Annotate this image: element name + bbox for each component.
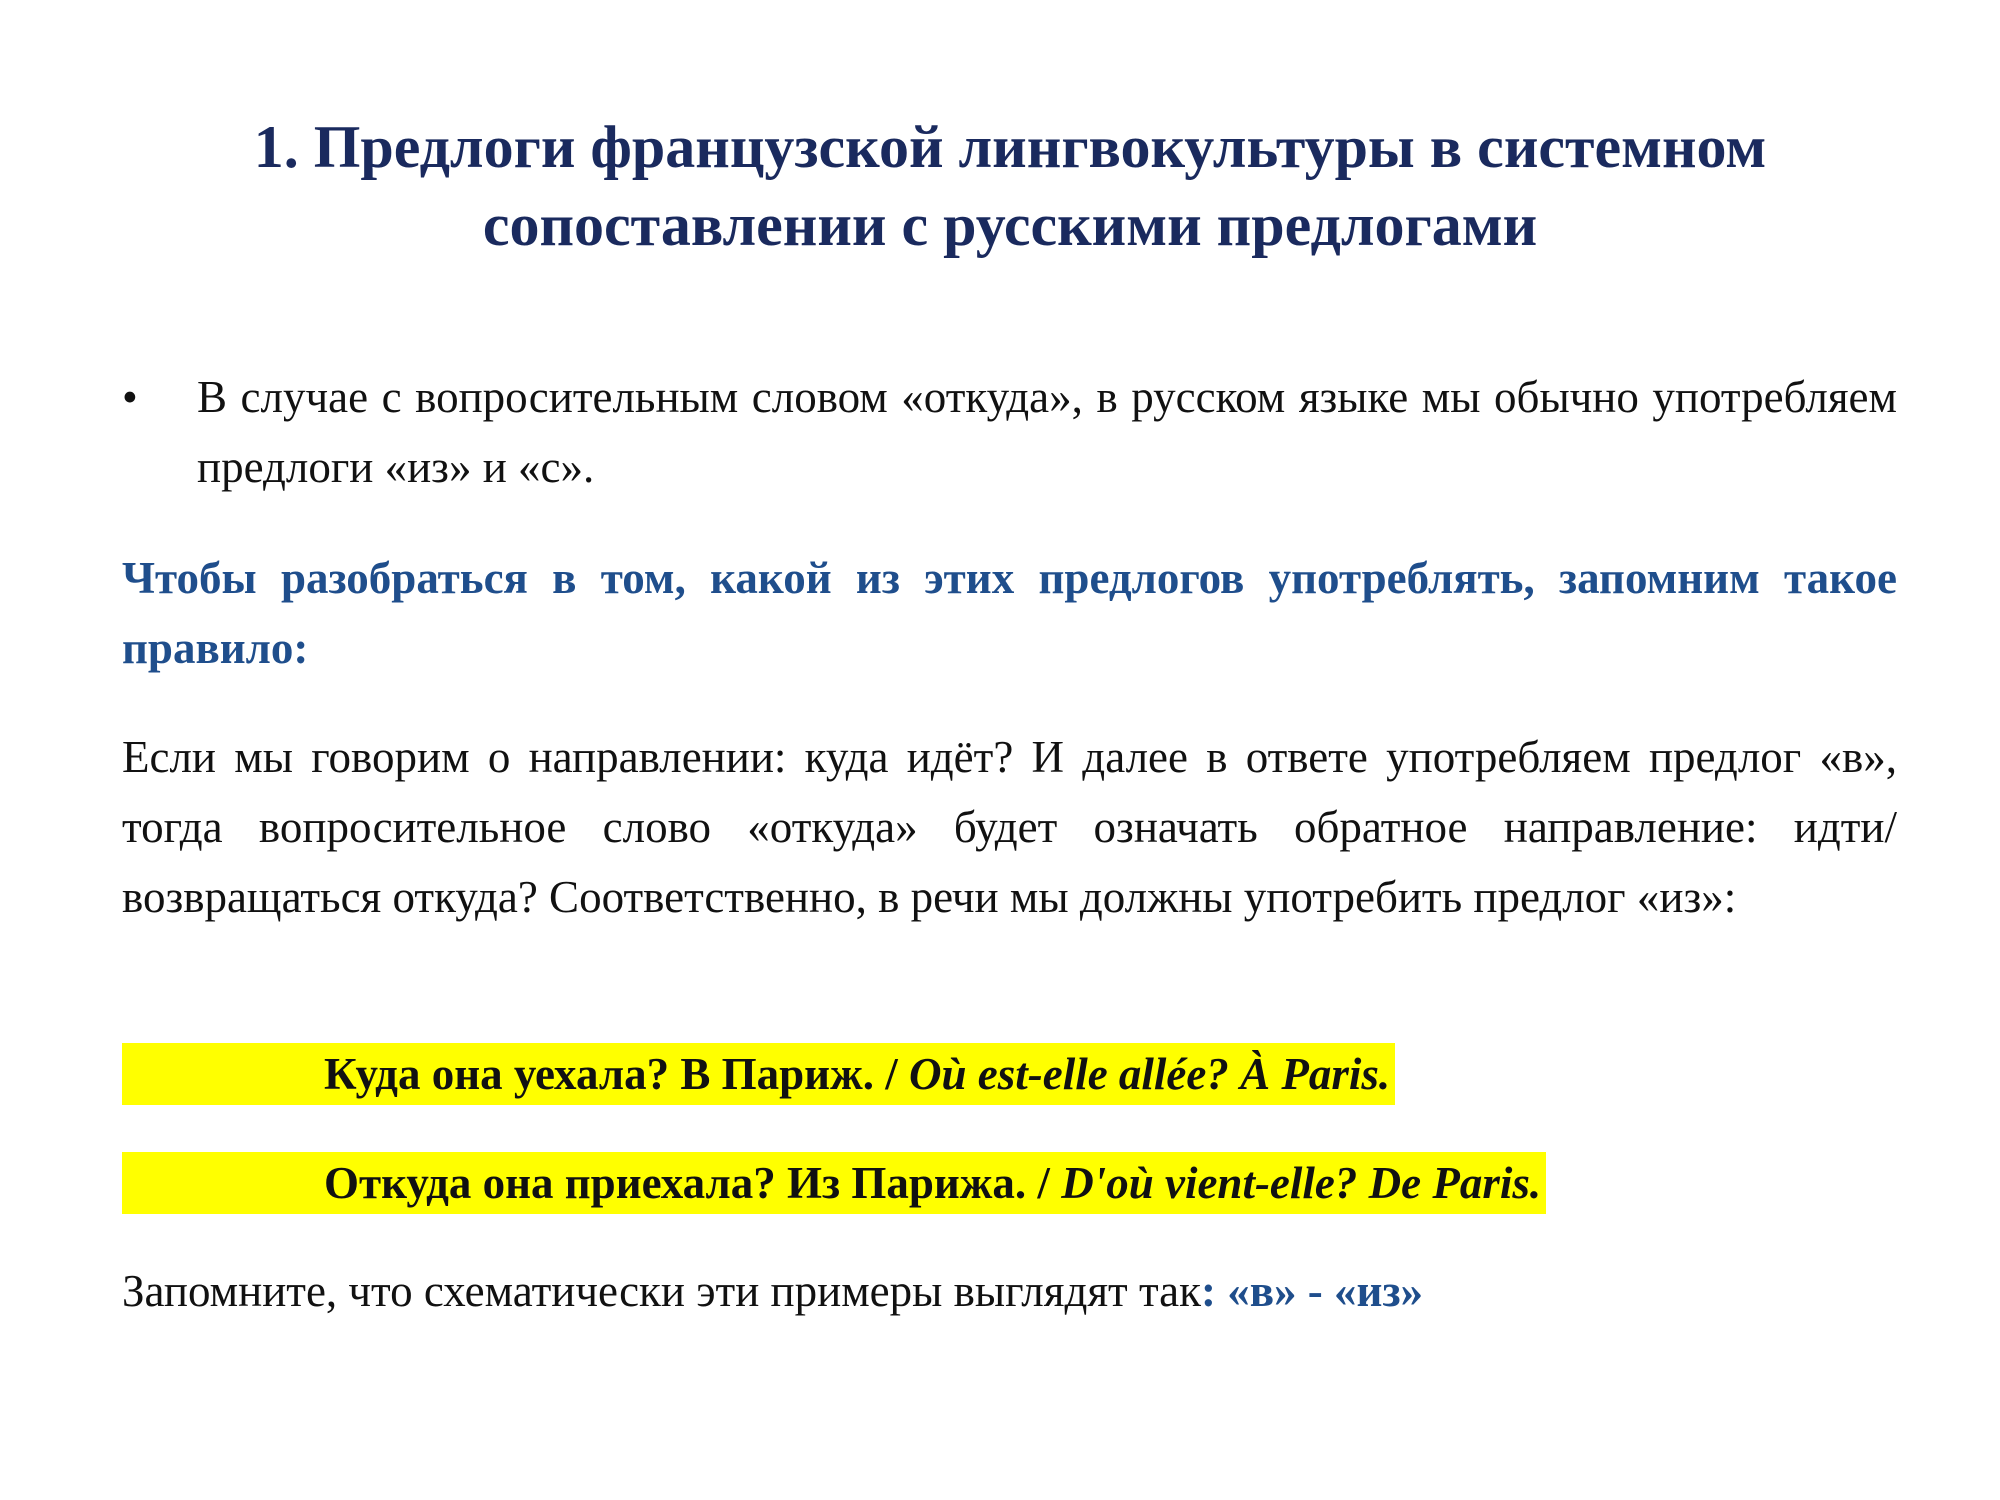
- summary-line: [122, 1256, 1897, 1326]
- summary-scheme: : «в» - «из»: [1201, 1266, 1424, 1316]
- example-highlight-2: [122, 1152, 1546, 1214]
- bullet-marker: •: [122, 372, 138, 422]
- slide-title-line-2: сопоставлении с русскими предлогами: [482, 192, 1538, 258]
- summary-text: Запомните, что схематически эти примеры выглядят так: [122, 1266, 1202, 1316]
- example-2-french: D'où vient-elle? De Paris.: [1061, 1158, 1542, 1208]
- example-1-french: Où est-elle allée? À Paris.: [908, 1049, 1391, 1099]
- bullet-text: В случае с вопросительным словом «откуда», в русском языке мы обычно употребляем предлоги «из» и «с».: [197, 372, 1897, 492]
- rule-heading: Чтобы разобраться в том, какой из этих предлогов употреблять, запомним такое правило:: [122, 553, 1897, 673]
- example-2-russian: Откуда она приехала? Из Парижа. /: [324, 1158, 1062, 1208]
- explanation-paragraph: Если мы говорим о направлении: куда идёт? И далее в ответе употребляем предлог «в», тогда вопросительное слово «откуда» будет означать обратное направление: идти/возвращаться откуда? Соответственно, в речи мы должны употребить предлог «из»:: [122, 732, 1897, 922]
- bullet-item: [122, 362, 1897, 502]
- slide-title: [120, 108, 1900, 264]
- example-highlight-1: [122, 1043, 1395, 1105]
- slide-title-line-1: 1. Предлоги французской лингвокультуры в системном: [253, 114, 1767, 180]
- example-1-russian: Куда она уехала? В Париж. /: [324, 1049, 909, 1099]
